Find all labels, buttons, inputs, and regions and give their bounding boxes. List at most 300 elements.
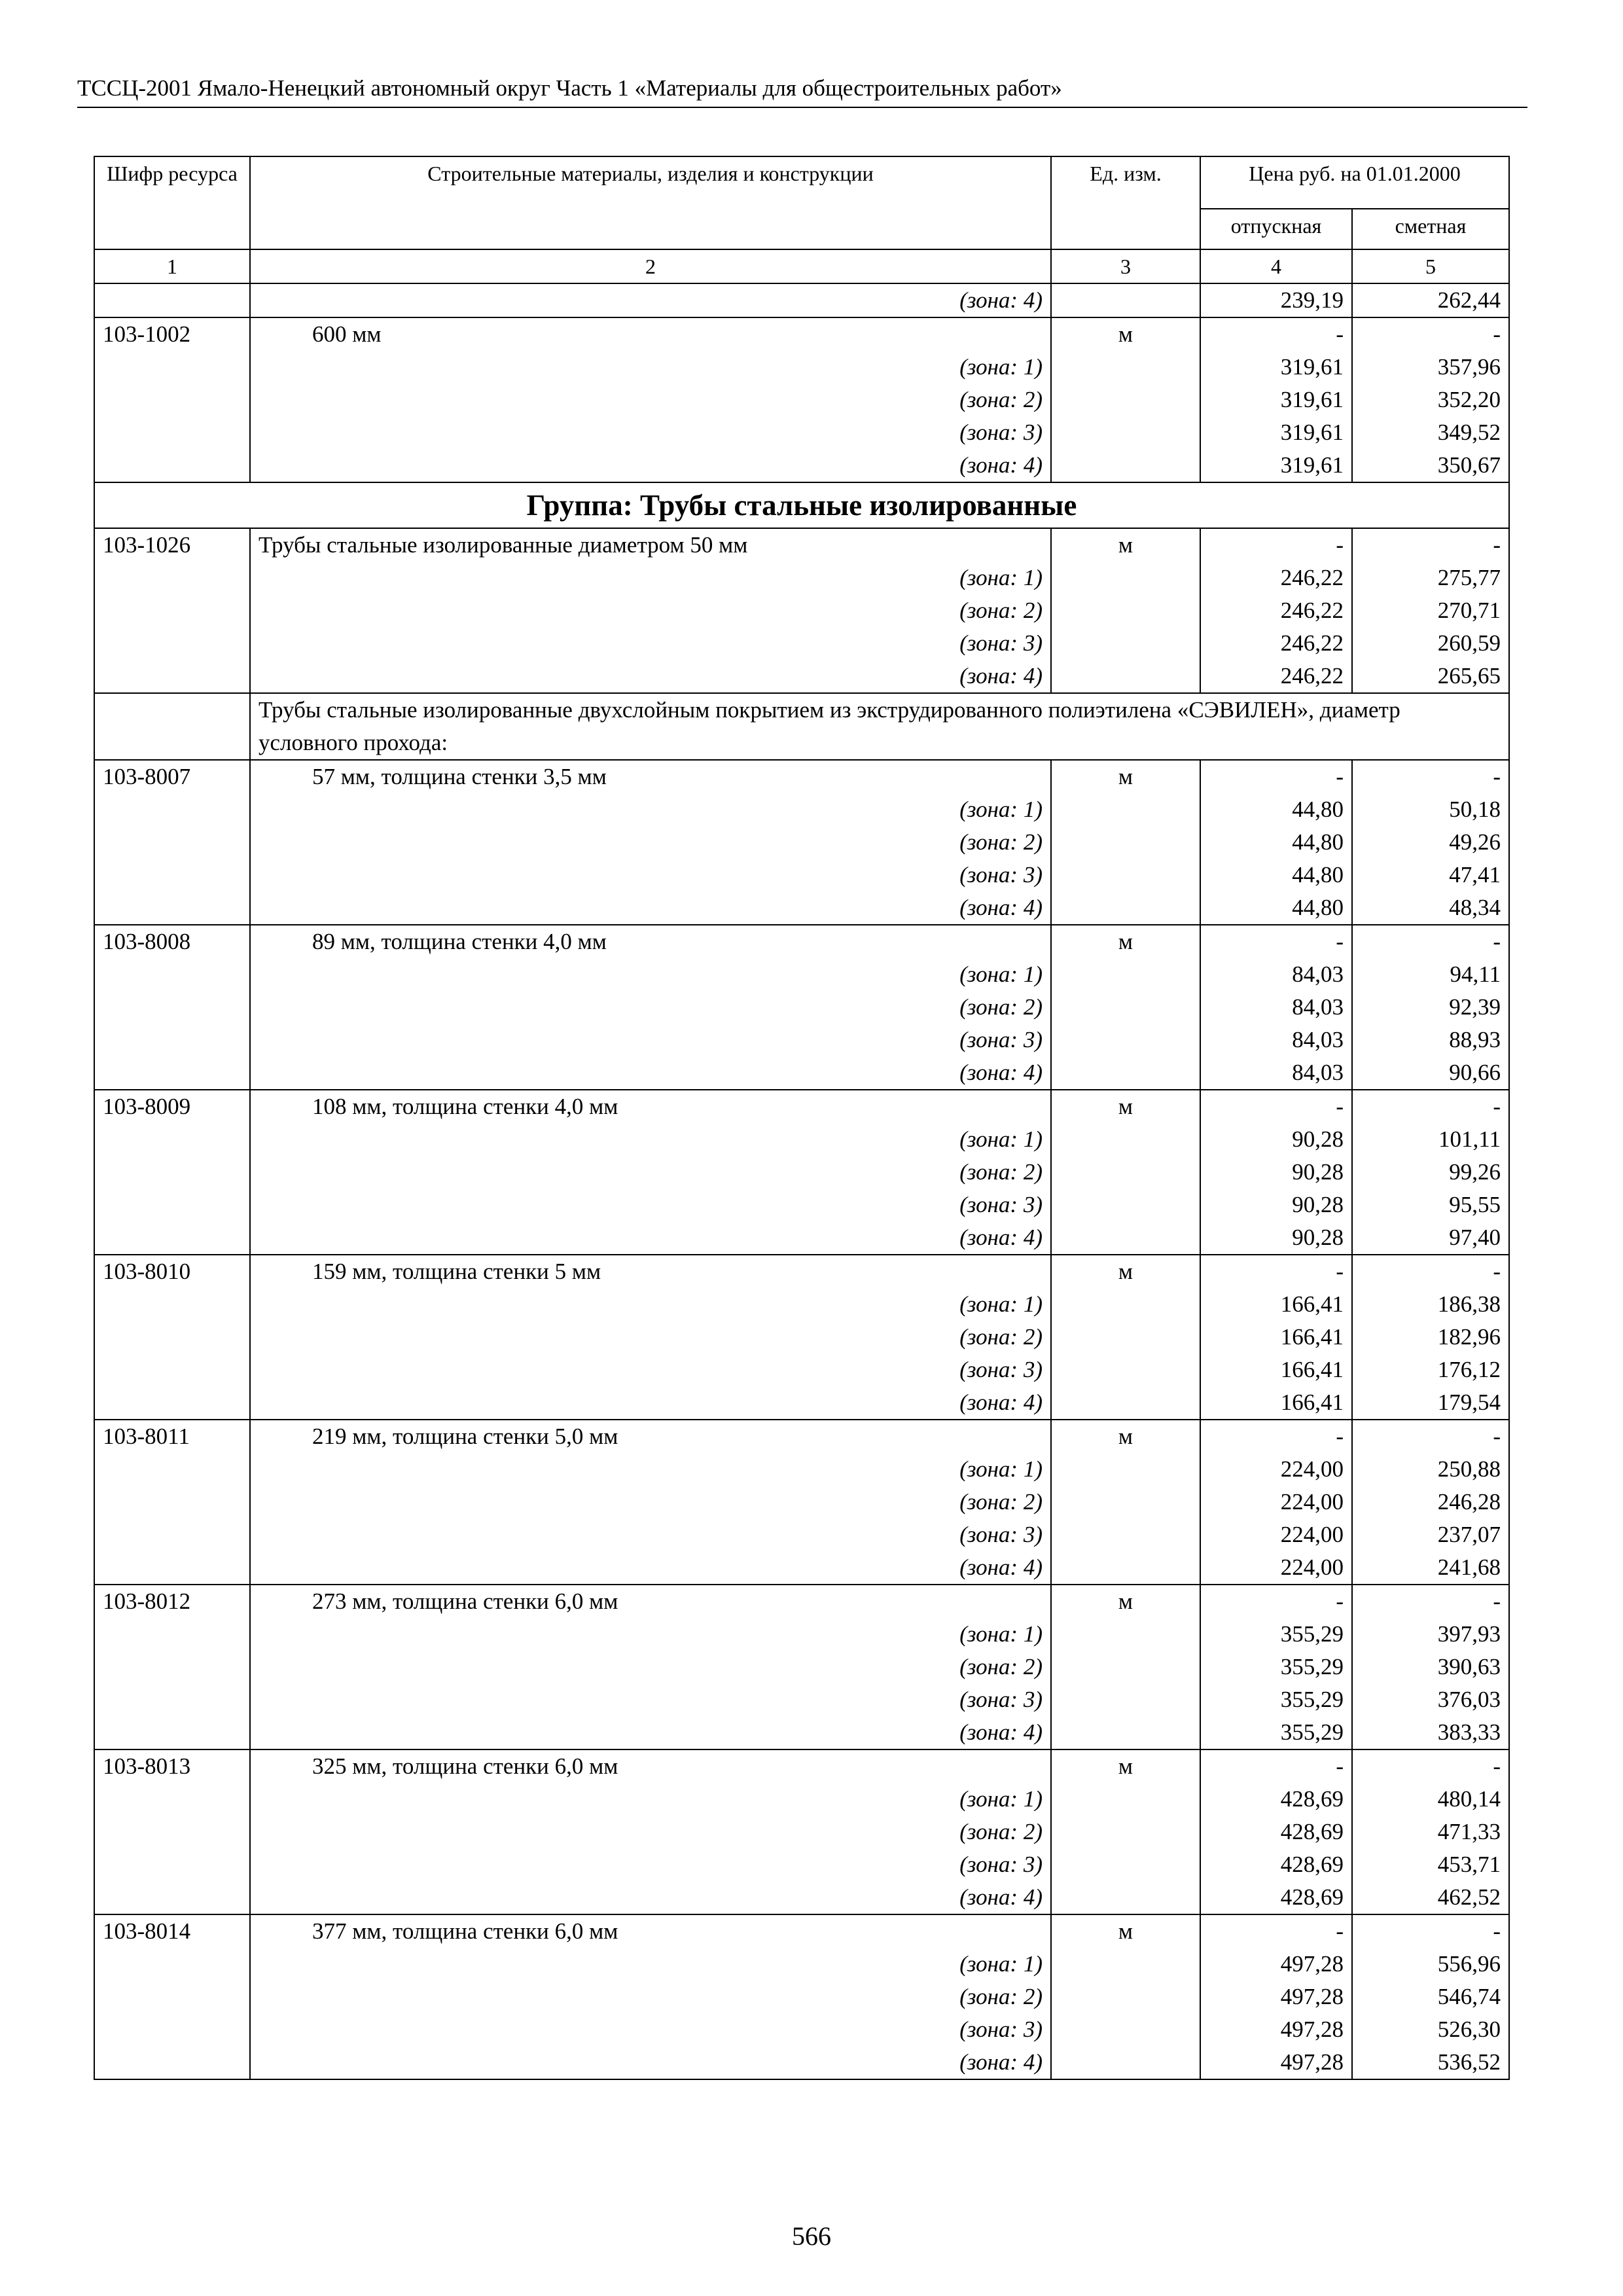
resource-code-cell (94, 793, 250, 826)
estimate-price: 47,41 (1352, 859, 1509, 891)
zone-label: (зона: 1) (250, 1948, 1051, 1981)
zone-label: (зона: 2) (250, 594, 1051, 627)
zone-row (94, 416, 1509, 449)
resource-code-cell (94, 1123, 250, 1156)
zone-row (94, 594, 1509, 627)
unit-cell: м (1051, 925, 1200, 958)
unit-cell (1051, 1056, 1200, 1090)
material-name: 159 мм, толщина стенки 5 мм (250, 1255, 1051, 1288)
zone-label: (зона: 2) (250, 1321, 1051, 1354)
release-price: 355,29 (1200, 1716, 1352, 1749)
release-price: - (1200, 1255, 1352, 1288)
unit-cell (1051, 416, 1200, 449)
unit-cell (1051, 958, 1200, 991)
resource-code-cell (94, 1881, 250, 1914)
zone-label: (зона: 4) (250, 449, 1051, 482)
release-price: 44,80 (1200, 826, 1352, 859)
estimate-price: - (1352, 1090, 1509, 1123)
resource-code-cell (94, 1056, 250, 1090)
resource-code: 103-8012 (94, 1585, 250, 1618)
unit-cell (1051, 1024, 1200, 1056)
estimate-price: 94,11 (1352, 958, 1509, 991)
item-row (94, 1090, 1509, 1123)
unit-cell (1051, 1618, 1200, 1651)
zone-row (94, 2013, 1509, 2046)
resource-code-cell (94, 1189, 250, 1221)
unit-cell (1051, 2013, 1200, 2046)
resource-code: 103-8009 (94, 1090, 250, 1123)
group-title: Группа: Трубы стальные изолированные (94, 482, 1509, 528)
zone-label: (зона: 4) (250, 1386, 1051, 1420)
resource-code-cell (94, 1518, 250, 1551)
release-price: 90,28 (1200, 1156, 1352, 1189)
release-price: 319,61 (1200, 416, 1352, 449)
page-number: 566 (792, 2221, 831, 2251)
estimate-price: 101,11 (1352, 1123, 1509, 1156)
zone-row (94, 991, 1509, 1024)
estimate-price: 99,26 (1352, 1156, 1509, 1189)
item-row (94, 1914, 1509, 1948)
estimate-price: 49,26 (1352, 826, 1509, 859)
zone-row (94, 826, 1509, 859)
estimate-price: 275,77 (1352, 562, 1509, 594)
resource-code-cell (94, 2013, 250, 2046)
release-price: 84,03 (1200, 1024, 1352, 1056)
zone-label: (зона: 4) (250, 283, 1051, 317)
release-price: 224,00 (1200, 1453, 1352, 1486)
estimate-price: 88,93 (1352, 1024, 1509, 1056)
estimate-price: 556,96 (1352, 1948, 1509, 1981)
resource-code: 103-1026 (94, 528, 250, 562)
resource-code-cell (94, 384, 250, 416)
unit-cell: м (1051, 1255, 1200, 1288)
estimate-price: - (1352, 1420, 1509, 1453)
release-price: 224,00 (1200, 1518, 1352, 1551)
resource-code-cell (94, 1618, 250, 1651)
estimate-price: 453,71 (1352, 1848, 1509, 1881)
release-price: - (1200, 1585, 1352, 1618)
zone-row (94, 1354, 1509, 1386)
unit-cell (1051, 1981, 1200, 2013)
unit-cell (1051, 2046, 1200, 2079)
unit-cell (1051, 449, 1200, 482)
zone-row (94, 1783, 1509, 1816)
item-row (94, 925, 1509, 958)
zone-label: (зона: 2) (250, 384, 1051, 416)
material-name: 89 мм, толщина стенки 4,0 мм (250, 925, 1051, 958)
zone-row (94, 627, 1509, 660)
release-price: 84,03 (1200, 1056, 1352, 1090)
resource-code-cell (94, 1024, 250, 1056)
zone-row (94, 1651, 1509, 1683)
item-row (94, 1749, 1509, 1783)
estimate-price: 536,52 (1352, 2046, 1509, 2079)
zone-row (94, 1518, 1509, 1551)
resource-code-cell (94, 1783, 250, 1816)
release-price: 166,41 (1200, 1386, 1352, 1420)
estimate-price: 182,96 (1352, 1321, 1509, 1354)
zone-row (94, 1683, 1509, 1716)
estimate-price: 92,39 (1352, 991, 1509, 1024)
header-name: Строительные материалы, изделия и конструкции (250, 156, 1051, 249)
zone-row (94, 1816, 1509, 1848)
resource-code: 103-8013 (94, 1749, 250, 1783)
estimate-price: 383,33 (1352, 1716, 1509, 1749)
unit-cell (1051, 351, 1200, 384)
resource-code-cell (94, 991, 250, 1024)
unit-cell: м (1051, 1090, 1200, 1123)
resource-code-cell (94, 1156, 250, 1189)
header-unit: Ед. изм. (1051, 156, 1200, 249)
unit-cell (1051, 1848, 1200, 1881)
unit-cell: м (1051, 1585, 1200, 1618)
item-row (94, 1255, 1509, 1288)
zone-label: (зона: 3) (250, 1683, 1051, 1716)
resource-code-cell (94, 283, 250, 317)
estimate-price: 357,96 (1352, 351, 1509, 384)
unit-cell (1051, 1551, 1200, 1585)
estimate-price: 349,52 (1352, 416, 1509, 449)
zone-row (94, 1221, 1509, 1255)
resource-code-cell (94, 449, 250, 482)
zone-label: (зона: 3) (250, 1024, 1051, 1056)
zone-row (94, 1453, 1509, 1486)
zone-label: (зона: 2) (250, 826, 1051, 859)
unit-cell (1051, 660, 1200, 693)
release-price: 355,29 (1200, 1618, 1352, 1651)
zone-label: (зона: 4) (250, 1881, 1051, 1914)
release-price: - (1200, 925, 1352, 958)
estimate-price: - (1352, 317, 1509, 351)
release-price: 319,61 (1200, 351, 1352, 384)
unit-cell (1051, 1816, 1200, 1848)
material-name: 325 мм, толщина стенки 6,0 мм (250, 1749, 1051, 1783)
zone-label: (зона: 4) (250, 660, 1051, 693)
release-price: 246,22 (1200, 660, 1352, 693)
release-price: 497,28 (1200, 1981, 1352, 2013)
zone-row (94, 1716, 1509, 1749)
zone-row (94, 1486, 1509, 1518)
estimate-price: 480,14 (1352, 1783, 1509, 1816)
zone-row (94, 351, 1509, 384)
zone-row (94, 793, 1509, 826)
material-name: 57 мм, толщина стенки 3,5 мм (250, 760, 1051, 793)
table-body (94, 283, 1509, 2079)
zone-row (94, 1948, 1509, 1981)
unit-cell (1051, 826, 1200, 859)
release-price: 246,22 (1200, 627, 1352, 660)
release-price: 166,41 (1200, 1288, 1352, 1321)
item-row (94, 528, 1509, 562)
unit-cell (1051, 1783, 1200, 1816)
zone-row (94, 1618, 1509, 1651)
estimate-price: 376,03 (1352, 1683, 1509, 1716)
unit-cell (1051, 283, 1200, 317)
zone-row (94, 562, 1509, 594)
zone-label: (зона: 3) (250, 2013, 1051, 2046)
estimate-price: 97,40 (1352, 1221, 1509, 1255)
release-price: 84,03 (1200, 991, 1352, 1024)
header-code: Шифр ресурса (94, 156, 250, 249)
zone-label: (зона: 1) (250, 958, 1051, 991)
release-price: 428,69 (1200, 1816, 1352, 1848)
estimate-price: 95,55 (1352, 1189, 1509, 1221)
unit-cell (1051, 1518, 1200, 1551)
release-price: 319,61 (1200, 449, 1352, 482)
estimate-price: 526,30 (1352, 2013, 1509, 2046)
resource-code-cell (94, 351, 250, 384)
zone-label: (зона: 4) (250, 1056, 1051, 1090)
resource-code-cell (94, 1683, 250, 1716)
zone-label: (зона: 1) (250, 1453, 1051, 1486)
unit-cell: м (1051, 317, 1200, 351)
unit-cell (1051, 627, 1200, 660)
material-name: 377 мм, толщина стенки 6,0 мм (250, 1914, 1051, 1948)
estimate-price: 179,54 (1352, 1386, 1509, 1420)
estimate-price: 241,68 (1352, 1551, 1509, 1585)
release-price: 166,41 (1200, 1354, 1352, 1386)
price-table (94, 156, 1510, 2080)
column-number: 5 (1352, 249, 1509, 283)
resource-code-cell (94, 2046, 250, 2079)
unit-cell (1051, 562, 1200, 594)
unit-cell (1051, 1881, 1200, 1914)
resource-code-cell (94, 1288, 250, 1321)
unit-cell: м (1051, 528, 1200, 562)
zone-label: (зона: 1) (250, 1288, 1051, 1321)
estimate-price: 397,93 (1352, 1618, 1509, 1651)
unit-cell (1051, 594, 1200, 627)
zone-label: (зона: 1) (250, 793, 1051, 826)
zone-label: (зона: 2) (250, 1486, 1051, 1518)
zone-label: (зона: 2) (250, 1156, 1051, 1189)
unit-cell: м (1051, 760, 1200, 793)
column-number: 1 (94, 249, 250, 283)
page-header: ТССЦ-2001 Ямало-Ненецкий автономный округ Часть 1 «Материалы для общестроительных работ» (77, 74, 1527, 108)
release-price: 428,69 (1200, 1848, 1352, 1881)
unit-cell (1051, 1321, 1200, 1354)
unit-cell (1051, 1651, 1200, 1683)
unit-cell (1051, 1386, 1200, 1420)
zone-label: (зона: 3) (250, 416, 1051, 449)
unit-cell (1051, 891, 1200, 925)
estimate-price: 262,44 (1352, 283, 1509, 317)
zone-label: (зона: 2) (250, 991, 1051, 1024)
resource-code-cell (94, 594, 250, 627)
unit-cell (1051, 1123, 1200, 1156)
resource-code: 103-8007 (94, 760, 250, 793)
zone-label: (зона: 3) (250, 1848, 1051, 1881)
unit-cell (1051, 1716, 1200, 1749)
unit-cell (1051, 1288, 1200, 1321)
column-numbers-row (94, 249, 1509, 283)
estimate-price: 50,18 (1352, 793, 1509, 826)
unit-cell: м (1051, 1420, 1200, 1453)
estimate-price: - (1352, 528, 1509, 562)
estimate-price: 48,34 (1352, 891, 1509, 925)
zone-label: (зона: 3) (250, 859, 1051, 891)
item-row (94, 760, 1509, 793)
resource-code-cell (94, 958, 250, 991)
estimate-price: 390,63 (1352, 1651, 1509, 1683)
estimate-price: 350,67 (1352, 449, 1509, 482)
zone-row (94, 1981, 1509, 2013)
resource-code-cell (94, 660, 250, 693)
zone-label: (зона: 1) (250, 562, 1051, 594)
unit-cell (1051, 1948, 1200, 1981)
note-row (94, 693, 1509, 760)
note-text: Трубы стальные изолированные двухслойным покрытием из экструдированного полиэтилена «СЭВИЛЕН», диаметр условного прохода: (250, 693, 1509, 760)
zone-row (94, 1056, 1509, 1090)
estimate-price: 176,12 (1352, 1354, 1509, 1386)
release-price: 319,61 (1200, 384, 1352, 416)
zone-label: (зона: 4) (250, 1551, 1051, 1585)
release-price: 246,22 (1200, 594, 1352, 627)
resource-code-cell (94, 859, 250, 891)
zone-row (94, 958, 1509, 991)
estimate-price: 246,28 (1352, 1486, 1509, 1518)
release-price: 90,28 (1200, 1189, 1352, 1221)
zone-label: (зона: 1) (250, 1783, 1051, 1816)
estimate-price: - (1352, 1585, 1509, 1618)
zone-label: (зона: 2) (250, 1981, 1051, 2013)
resource-code-cell (94, 1651, 250, 1683)
estimate-price: 265,65 (1352, 660, 1509, 693)
item-row (94, 1420, 1509, 1453)
zone-row (94, 384, 1509, 416)
resource-code-cell (94, 416, 250, 449)
unit-cell: м (1051, 1914, 1200, 1948)
release-price: 497,28 (1200, 2046, 1352, 2079)
estimate-price: 186,38 (1352, 1288, 1509, 1321)
zone-label: (зона: 1) (250, 1618, 1051, 1651)
zone-label: (зона: 4) (250, 891, 1051, 925)
zone-label: (зона: 4) (250, 1716, 1051, 1749)
estimate-price: 270,71 (1352, 594, 1509, 627)
unit-cell (1051, 1221, 1200, 1255)
release-price: 355,29 (1200, 1651, 1352, 1683)
zone-row (94, 1848, 1509, 1881)
release-price: 44,80 (1200, 891, 1352, 925)
release-price: 224,00 (1200, 1551, 1352, 1585)
zone-row (94, 660, 1509, 693)
unit-cell (1051, 1189, 1200, 1221)
resource-code-cell (94, 1948, 250, 1981)
unit-cell (1051, 991, 1200, 1024)
resource-code-cell (94, 693, 250, 760)
material-name: Трубы стальные изолированные диаметром 50 мм (250, 528, 1051, 562)
zone-label: (зона: 3) (250, 1354, 1051, 1386)
zone-label: (зона: 1) (250, 1123, 1051, 1156)
resource-code-cell (94, 1816, 250, 1848)
column-number: 3 (1051, 249, 1200, 283)
release-price: 44,80 (1200, 859, 1352, 891)
release-price: - (1200, 317, 1352, 351)
column-number: 2 (250, 249, 1051, 283)
item-row (94, 1585, 1509, 1618)
release-price: - (1200, 528, 1352, 562)
header-estimate-price: сметная (1352, 209, 1509, 249)
release-price: 428,69 (1200, 1881, 1352, 1914)
release-price: 90,28 (1200, 1221, 1352, 1255)
unit-cell: м (1051, 1749, 1200, 1783)
zone-label: (зона: 3) (250, 1189, 1051, 1221)
unit-cell (1051, 384, 1200, 416)
estimate-price: 352,20 (1352, 384, 1509, 416)
zone-row (94, 859, 1509, 891)
item-row (94, 317, 1509, 351)
resource-code-cell (94, 562, 250, 594)
release-price: 246,22 (1200, 562, 1352, 594)
zone-row (94, 1551, 1509, 1585)
zone-row (94, 1288, 1509, 1321)
release-price: 239,19 (1200, 283, 1352, 317)
unit-cell (1051, 1156, 1200, 1189)
release-price: 166,41 (1200, 1321, 1352, 1354)
resource-code: 103-8011 (94, 1420, 250, 1453)
material-name: 273 мм, толщина стенки 6,0 мм (250, 1585, 1051, 1618)
release-price: - (1200, 1420, 1352, 1453)
release-price: - (1200, 760, 1352, 793)
zone-row (94, 2046, 1509, 2079)
zone-row (94, 1321, 1509, 1354)
zone-label: (зона: 4) (250, 2046, 1051, 2079)
resource-code-cell (94, 1386, 250, 1420)
resource-code: 103-8008 (94, 925, 250, 958)
zone-row (94, 1189, 1509, 1221)
zone-row (94, 891, 1509, 925)
material-name: 600 мм (250, 317, 1051, 351)
release-price: 44,80 (1200, 793, 1352, 826)
zone-row (94, 1386, 1509, 1420)
material-name: 108 мм, толщина стенки 4,0 мм (250, 1090, 1051, 1123)
resource-code-cell (94, 627, 250, 660)
unit-cell (1051, 1683, 1200, 1716)
zone-label: (зона: 4) (250, 1221, 1051, 1255)
estimate-price: 237,07 (1352, 1518, 1509, 1551)
estimate-price: - (1352, 1255, 1509, 1288)
unit-cell (1051, 859, 1200, 891)
estimate-price: 471,33 (1352, 1816, 1509, 1848)
unit-cell (1051, 1354, 1200, 1386)
zone-label: (зона: 3) (250, 1518, 1051, 1551)
estimate-price: 90,66 (1352, 1056, 1509, 1090)
zone-label: (зона: 3) (250, 627, 1051, 660)
release-price: - (1200, 1749, 1352, 1783)
estimate-price: 546,74 (1352, 1981, 1509, 2013)
release-price: 224,00 (1200, 1486, 1352, 1518)
release-price: 84,03 (1200, 958, 1352, 991)
release-price: 428,69 (1200, 1783, 1352, 1816)
release-price: - (1200, 1090, 1352, 1123)
group-row (94, 482, 1509, 528)
estimate-price: 260,59 (1352, 627, 1509, 660)
unit-cell (1051, 793, 1200, 826)
resource-code-cell (94, 1848, 250, 1881)
estimate-price: - (1352, 760, 1509, 793)
estimate-price: - (1352, 1914, 1509, 1948)
zone-row (94, 283, 1509, 317)
estimate-price: - (1352, 1749, 1509, 1783)
unit-cell (1051, 1486, 1200, 1518)
zone-row (94, 1881, 1509, 1914)
resource-code-cell (94, 826, 250, 859)
zone-row (94, 1123, 1509, 1156)
resource-code-cell (94, 1716, 250, 1749)
estimate-price: 250,88 (1352, 1453, 1509, 1486)
zone-label: (зона: 2) (250, 1816, 1051, 1848)
zone-row (94, 449, 1509, 482)
